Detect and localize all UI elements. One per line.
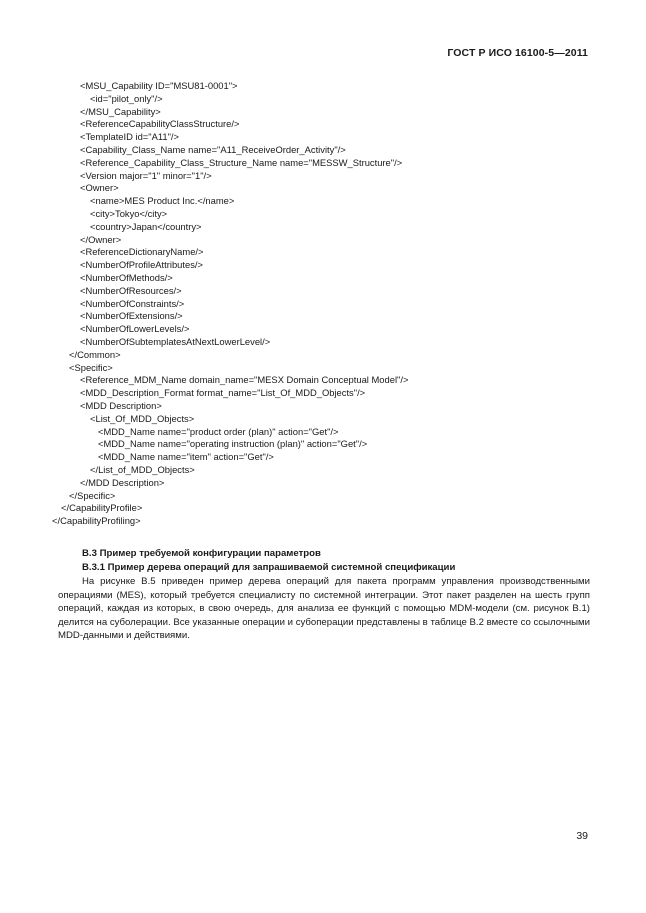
section-heading: В.3 Пример требуемой конфигурации параметров <box>82 548 321 559</box>
code-line: <country>Japan</country> <box>90 220 202 232</box>
code-line: <MDD_Name name="product order (plan)" action="Get"/> <box>98 425 339 437</box>
code-line: </MDD Description> <box>80 476 165 488</box>
code-line: <MDD_Description_Format format_name="List_Of_MDD_Objects"/> <box>80 387 366 399</box>
subsection-heading: В.3.1 Пример дерева операций для запрашиваемой системной спецификации <box>82 562 456 573</box>
code-line: <Version major="1" minor="1"/> <box>80 169 212 181</box>
code-line: <MDD_Name name="operating instruction (plan)" action="Get"/> <box>98 438 368 450</box>
code-line: <Reference_MDM_Name domain_name="MESX Domain Conceptual Model"/> <box>80 374 409 386</box>
code-line: <name>MES Product Inc.</name> <box>90 195 235 207</box>
code-line: </Owner> <box>80 233 122 245</box>
code-line: </CapabilityProfile> <box>61 502 143 514</box>
page-number: 39 <box>576 830 588 842</box>
code-line: </List_of_MDD_Objects> <box>90 463 195 475</box>
code-line: <MSU_Capability ID="MSU81-0001"> <box>80 80 238 91</box>
code-line: </CapabilityProfiling> <box>52 515 141 527</box>
code-line: <NumberOfConstraints/> <box>80 297 185 309</box>
code-line: <List_Of_MDD_Objects> <box>90 412 195 424</box>
code-line: <TemplateID id="A11"/> <box>80 131 179 143</box>
xml-code-block <box>0 80 646 528</box>
code-line: <ReferenceCapabilityClassStructure/> <box>80 118 240 130</box>
code-line: <id="pilot_only"/> <box>90 92 163 104</box>
code-line: <NumberOfResources/> <box>80 284 182 296</box>
code-line: <Reference_Capability_Class_Structure_Name name="MESSW_Structure"/> <box>80 156 403 168</box>
code-line: <Owner> <box>80 182 119 194</box>
code-line: <NumberOfSubtemplatesAtNextLowerLevel/> <box>80 335 271 347</box>
code-line: <NumberOfProfileAttributes/> <box>80 259 203 271</box>
code-line: <ReferenceDictionaryName/> <box>80 246 204 258</box>
code-line: </Specific> <box>69 489 116 501</box>
code-line: <NumberOfMethods/> <box>80 271 173 283</box>
code-line: </MSU_Capability> <box>80 105 161 117</box>
page-header-standard: ГОСТ Р ИСО 16100-5—2011 <box>447 47 588 59</box>
code-line: <MDD_Name name="item" action="Get"/> <box>98 451 274 463</box>
body-paragraph: На рисунке В.5 приведен пример дерева операций для пакета программ управления производственными операциями (MES), который требуется специалисту по системной интеграции. Этот пакет разделен на шесть групп операций, каждая из которых, в свою очередь, для анализа ее функций с помощью MDM-модели (см. рисунок В.1) делится на суболерации. Все указанные операции и субоперации представлены в таблице В.2 вместе со ссылочными MDD-данными и действиями. <box>58 576 590 642</box>
code-line: <NumberOfExtensions/> <box>80 310 183 322</box>
code-line: <Capability_Class_Name name="A11_ReceiveOrder_Activity"/> <box>80 143 346 155</box>
code-line: <city>Tokyo</city> <box>90 207 168 219</box>
code-line: <NumberOfLowerLevels/> <box>80 323 190 335</box>
code-line: <Specific> <box>69 361 113 373</box>
code-line: </Common> <box>69 348 121 360</box>
code-line: <MDD Description> <box>80 399 162 411</box>
